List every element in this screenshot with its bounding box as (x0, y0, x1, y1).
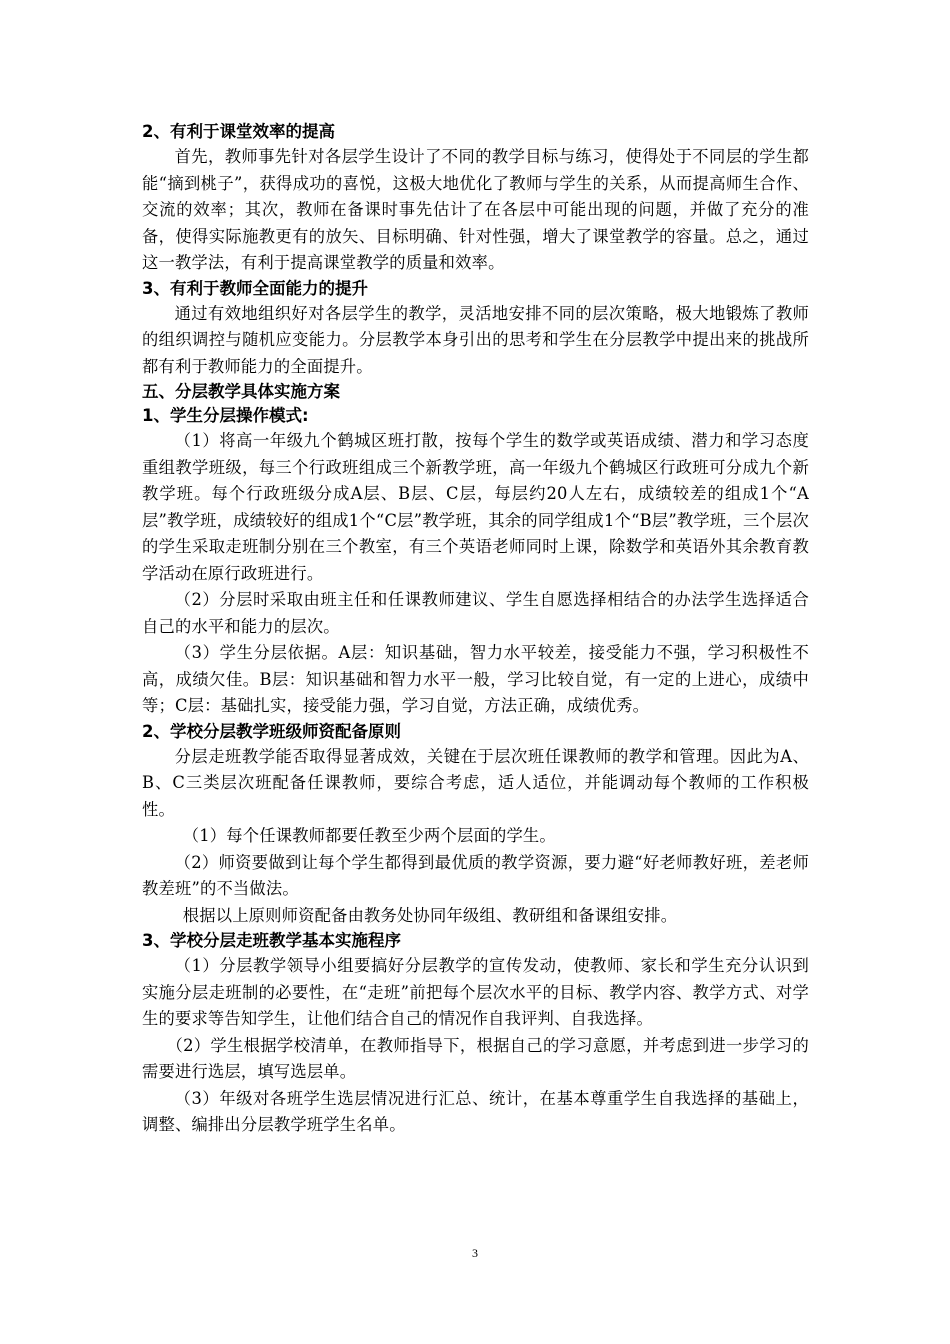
section-heading: 2、学校分层教学班级师资配备原则 (142, 721, 401, 741)
section-heading: 3、学校分层走班教学基本实施程序 (142, 931, 401, 950)
document-body (142, 120, 809, 1139)
section-heading: 1、学生分层操作模式: (142, 406, 309, 425)
paragraph: 根据以上原则师资配备由教务处协同年级组、教研组和备课组安排。 (182, 905, 678, 925)
paragraph: 首先，教师事先针对各层学生设计了不同的教学目标与练习，使得处于不同层的学生都能“摘到桃子”，获得成功的喜悦，这极大地优化了教师与学生的关系，从而提高师生合作、交流的效率；其次，教师在备课时事先估计了在各层中可能出现的问题，并做了充分的准备，使得实际施教更有的放矢、目标明确、针对性强，增大了课堂教学的容量。总之，通过这一教学法，有利于提高课堂教学的质量和效率。 (142, 147, 809, 272)
paragraph: （3）年级对各班学生选层情况进行汇总、统计，在基本尊重学生自我选择的基础上，调整、编排出分层教学班学生名单。 (142, 1088, 809, 1134)
paragraph: （1）每个任课教师都要任教至少两个层面的学生。 (182, 826, 556, 845)
section-heading: 2、有利于课堂效率的提高 (142, 122, 335, 141)
chapter-heading: 五、分层教学具体实施方案 (142, 382, 340, 401)
paragraph: （1）将高一年级九个鹤城区班打散，按每个学生的数学或英语成绩、潜力和学习态度重组教学班级，每三个行政班组成三个新教学班，高一年级九个鹤城区行政班可分成九个新教学班。每个行政班级分成A层、B层、C层，每层约20人左右，成绩较差的组成1个“A层”教学班，成绩较好的组成1个“C层”教学班，其余的同学组成1个“B层”教学班，三个层次的学生采取走班制分别在三个教室，有三个英语老师同时上课，除数学和英语外其余教育教学活动在原行政班进行。 (142, 431, 809, 583)
paragraph: （2）学生根据学校清单，在教师指导下，根据自己的学习意愿，并考虑到进一步学习的需要进行选层，填写选层单。 (142, 1035, 809, 1081)
paragraph: 通过有效地组织好对各层学生的教学，灵活地安排不同的层次策略，极大地锻炼了教师的组织调控与随机应变能力。分层教学本身引出的思考和学生在分层教学中提出来的挑战所都有利于教师能力的全面提升。 (142, 303, 809, 376)
paragraph: （2）分层时采取由班主任和任课教师建议、学生自愿选择相结合的办法学生选择适合自己的水平和能力的层次。 (142, 590, 809, 636)
paragraph: （2）师资要做到让每个学生都得到最优质的教学资源，要力避“好老师教好班，差老师教差班”的不当做法。 (142, 852, 809, 898)
paragraph: 分层走班教学能否取得显著成效，关键在于层次班任课教师的教学和管理。因此为A、B、C三类层次班配备任课教师，要综合考虑，适人适位，并能调动每个教师的工作积极性。 (142, 746, 809, 819)
section-heading: 3、有利于教师全面能力的提升 (142, 278, 368, 298)
paragraph: （3）学生分层依据。A层：知识基础，智力水平较差，接受能力不强，学习积极性不高，成绩欠佳。B层：知识基础和智力水平一般，学习比较自觉，有一定的上进心，成绩中等；C层：基础扎实，接受能力强，学习自觉，方法正确，成绩优秀。 (142, 643, 809, 715)
paragraph: （1）分层教学领导小组要搞好分层教学的宣传发动，使教师、家长和学生充分认识到实施分层走班制的必要性，在“走班”前把每个层次水平的目标、教学内容、教学方式、对学生的要求等告知学生，让他们结合自己的情况作自我评判、自我选择。 (142, 956, 809, 1028)
page-number: 3 (472, 1246, 478, 1260)
